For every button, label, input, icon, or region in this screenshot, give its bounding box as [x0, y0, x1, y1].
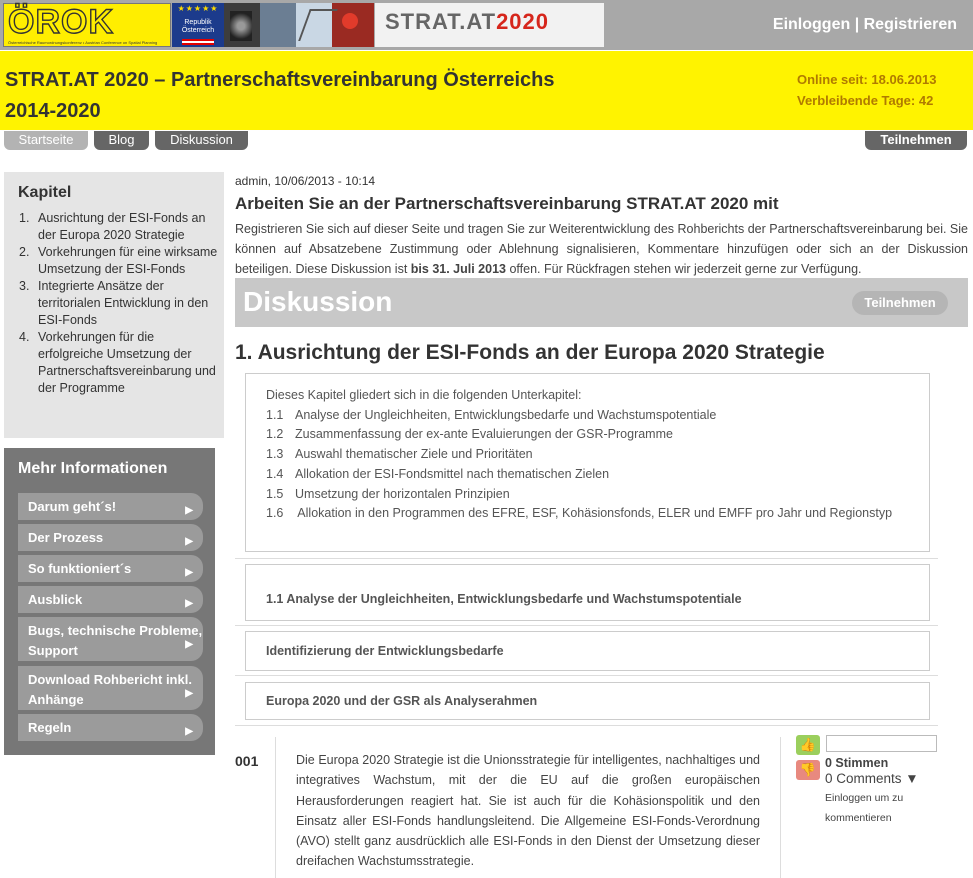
divider	[235, 675, 938, 676]
strat-logo-suffix: 2020	[496, 9, 550, 34]
diskussion-banner	[235, 278, 968, 327]
austrian-flag-icon	[182, 39, 214, 45]
thumbs-down-icon[interactable]: 👎	[796, 760, 820, 780]
strat-logo-text	[385, 9, 549, 35]
mehr-item-ausblick[interactable]	[18, 586, 203, 613]
photo-bridge	[298, 9, 338, 41]
login-to-comment-link[interactable]: Einloggen um zu kommentieren	[825, 792, 904, 824]
mehr-item-download[interactable]	[18, 666, 203, 710]
subchapter-intro: Dieses Kapitel gliedert sich in die folgenden Unterkapitel:	[266, 388, 582, 402]
mehr-item-label: Regeln	[28, 720, 72, 735]
kapitel-item-number: 1.	[19, 211, 30, 225]
intro-text-part: offen. Für Rückfragen stehen wir jederzeit gerne zur Verfügung.	[505, 262, 862, 276]
arrow-right-icon: ▶	[185, 725, 193, 737]
post-meta: admin, 10/06/2013 - 10:14	[235, 174, 376, 188]
mehr-item-label: Download Rohbericht inkl. Anhänge	[28, 672, 192, 707]
chapter-heading: 1. Ausrichtung der ESI-Fonds an der Europa 2020 Strategie	[235, 341, 825, 364]
thumbs-up-icon[interactable]: 👍	[796, 735, 820, 755]
paragraph-number: 001	[235, 753, 259, 769]
online-info	[797, 69, 936, 111]
auth-separator: |	[854, 16, 860, 33]
subchapter-item[interactable]	[266, 504, 909, 524]
subchapter-number: 1.3	[266, 447, 284, 462]
subchapter-label: Allokation in den Programmen des EFRE, ESF, Kohäsionsfonds, ELER und EMFF pro Jahr und Regionstyp	[297, 506, 893, 521]
page-heading: Arbeiten Sie an der Partnerschaftsvereinbarung STRAT.AT 2020 mit	[235, 194, 779, 213]
teilnehmen-button[interactable]: Teilnehmen	[852, 291, 948, 315]
subchapter-number: 1.2	[266, 427, 284, 442]
mehr-item-label: Bugs, technische Probleme, Support	[28, 623, 203, 658]
kapitel-item[interactable]	[19, 278, 219, 329]
subchapter-number: 1.6	[266, 506, 284, 521]
kapitel-item[interactable]	[19, 244, 219, 278]
intro-text-part: Registrieren Sie sich auf dieser Seite und tragen Sie zur Weiterentwicklung des Rohberichts der Partnerschaftsvereinbarung bei. Sie können auf Absatzebene Zustimmung oder Ablehnung signalisieren, Kommentare hinzufügen oder sich an der Diskussion beteiligen. Diese Diskussion ist	[235, 222, 968, 276]
subchapter-label: Umsetzung der horizontalen Prinzipien	[295, 486, 510, 501]
arrow-right-icon: ▶	[185, 597, 193, 609]
kapitel-list	[19, 210, 219, 397]
subchapter-item[interactable]	[266, 485, 909, 505]
login-link[interactable]: Einloggen	[772, 16, 851, 33]
tab-startseite[interactable]: Startseite	[4, 131, 88, 150]
subchapter-label: Allokation der ESI-Fondsmittel nach thematischen Zielen	[295, 466, 610, 481]
mehr-informationen-title: Mehr Informationen	[18, 460, 168, 477]
tab-blog[interactable]: Blog	[94, 131, 149, 150]
mehr-item-funktioniert[interactable]	[18, 555, 203, 582]
kapitel-item-number: 4.	[19, 330, 30, 344]
subchapter-item[interactable]	[266, 425, 909, 445]
kapitel-item-label[interactable]: Vorkehrungen für eine wirksame Umsetzung der ESI-Fonds	[38, 245, 218, 276]
vote-bar	[826, 735, 937, 752]
divider	[235, 558, 938, 559]
tab-diskussion[interactable]: Diskussion	[155, 131, 248, 150]
votes-count: 0 Stimmen	[825, 756, 889, 770]
section-1-1-header[interactable]: 1.1 Analyse der Ungleichheiten, Entwicklungsbedarfe und Wachstumspotentiale	[245, 564, 930, 621]
kapitel-item-label[interactable]: Vorkehrungen für die erfolgreiche Umsetzung der Partnerschaftsvereinbarung und der Programme	[38, 330, 216, 395]
strat-at-logo[interactable]	[375, 3, 604, 47]
subchapter-number: 1.5	[266, 486, 284, 501]
arrow-right-icon: ▶	[185, 566, 193, 578]
photo-flower	[342, 13, 358, 29]
online-since: Online seit: 18.06.2013	[797, 72, 937, 87]
banner-photo-collage	[224, 3, 374, 47]
badge-text: Republik Österreich	[181, 19, 215, 34]
subchapter-number: 1.1	[266, 407, 284, 422]
mehr-item-label: Ausblick	[28, 592, 83, 607]
mehr-item-label: Der Prozess	[28, 530, 104, 545]
subchapter-number: 1.4	[266, 466, 284, 481]
kapitel-item-number: 3.	[19, 279, 30, 293]
comments-toggle[interactable]: 0 Comments ▼	[825, 771, 919, 786]
intro-deadline: bis 31. Juli 2013	[410, 262, 506, 276]
title-band	[0, 51, 973, 130]
section-identifizierung-header[interactable]: Identifizierung der Entwicklungsbedarfe	[245, 631, 930, 671]
paragraph-divider	[275, 737, 276, 878]
orok-logo-text: ÖROK	[8, 3, 114, 41]
kapitel-title: Kapitel	[18, 184, 72, 201]
divider	[235, 725, 938, 726]
kapitel-item[interactable]	[19, 210, 219, 244]
mehr-item-darum[interactable]	[18, 493, 203, 520]
subchapter-box	[245, 373, 930, 552]
arrow-right-icon: ▶	[185, 639, 193, 650]
diskussion-title: Diskussion	[243, 286, 393, 317]
remaining-days: Verbleibende Tage: 42	[797, 93, 934, 108]
mehr-item-regeln[interactable]	[18, 714, 203, 741]
kapitel-item-number: 2.	[19, 245, 30, 259]
mehr-item-label: Darum geht´s!	[28, 499, 117, 514]
intro-text	[235, 219, 968, 279]
site-title: STRAT.AT 2020 – Partnerschaftsvereinbarung Österreichs 2014-2020	[5, 69, 555, 122]
paragraph-text: Die Europa 2020 Strategie ist die Unionsstrategie für intelligentes, nachhaltiges und integratives Wachstum, mit der die EU auf die großen europäischen Herausforderungen reagiert hat. Sie ist auch für die Kohäsionspolitik und den Einsatz aller ESI-Fonds handlungsleitend. Die Allgemeine ESI-Fonds-Verordnung (AVO) stellt ganz ausdrücklich alle ESI-Fonds in den Dienst der Umsetzung dieser dreifachen Wachstumsstrategie.	[296, 753, 760, 869]
subchapter-label: Analyse der Ungleichheiten, Entwicklungsbedarfe und Wachstumspotentiale	[295, 407, 717, 422]
auth-links	[773, 16, 957, 34]
kapitel-item-label[interactable]: Ausrichtung der ESI-Fonds an der Europa 2020 Strategie	[38, 211, 206, 242]
divider	[235, 625, 938, 626]
kapitel-box	[4, 172, 224, 438]
mehr-item-prozess[interactable]	[18, 524, 203, 551]
subchapter-item[interactable]	[266, 465, 909, 485]
subchapter-item[interactable]	[266, 406, 909, 426]
kapitel-item[interactable]	[19, 329, 219, 397]
register-link[interactable]: Registrieren	[863, 16, 957, 33]
mehr-item-label: So funktioniert´s	[28, 561, 132, 576]
subchapter-label: Zusammenfassung der ex-ante Evaluierungen der GSR-Programme	[295, 427, 673, 442]
orok-logo[interactable]	[3, 3, 171, 47]
orok-logo-subtitle: Österreichische Raumordnungskonferenz • Austrian Conference on Spatial Planning	[8, 40, 158, 45]
kapitel-item-label[interactable]: Integrierte Ansätze der territorialen Entwicklung in den ESI-Fonds	[38, 279, 209, 327]
teilnehmen-tab-button[interactable]: Teilnehmen	[865, 131, 967, 150]
top-banner	[0, 0, 973, 50]
photo-people	[230, 11, 252, 41]
subchapter-label: Auswahl thematischer Ziele und Prioritäten	[295, 447, 533, 462]
republik-oesterreich-badge	[172, 3, 224, 47]
arrow-right-icon: ▶	[185, 535, 193, 547]
mehr-informationen-box	[4, 448, 215, 755]
paragraph-divider	[780, 737, 781, 878]
subchapter-item[interactable]	[266, 445, 909, 465]
strat-logo-prefix: STRAT.AT	[385, 9, 497, 34]
arrow-right-icon: ▶	[185, 688, 193, 699]
eu-stars-icon: ★★★★★	[177, 4, 219, 13]
mehr-item-support[interactable]	[18, 617, 203, 661]
section-europa-header[interactable]: Europa 2020 und der GSR als Analyserahmen	[245, 682, 930, 720]
arrow-right-icon: ▶	[185, 504, 193, 516]
